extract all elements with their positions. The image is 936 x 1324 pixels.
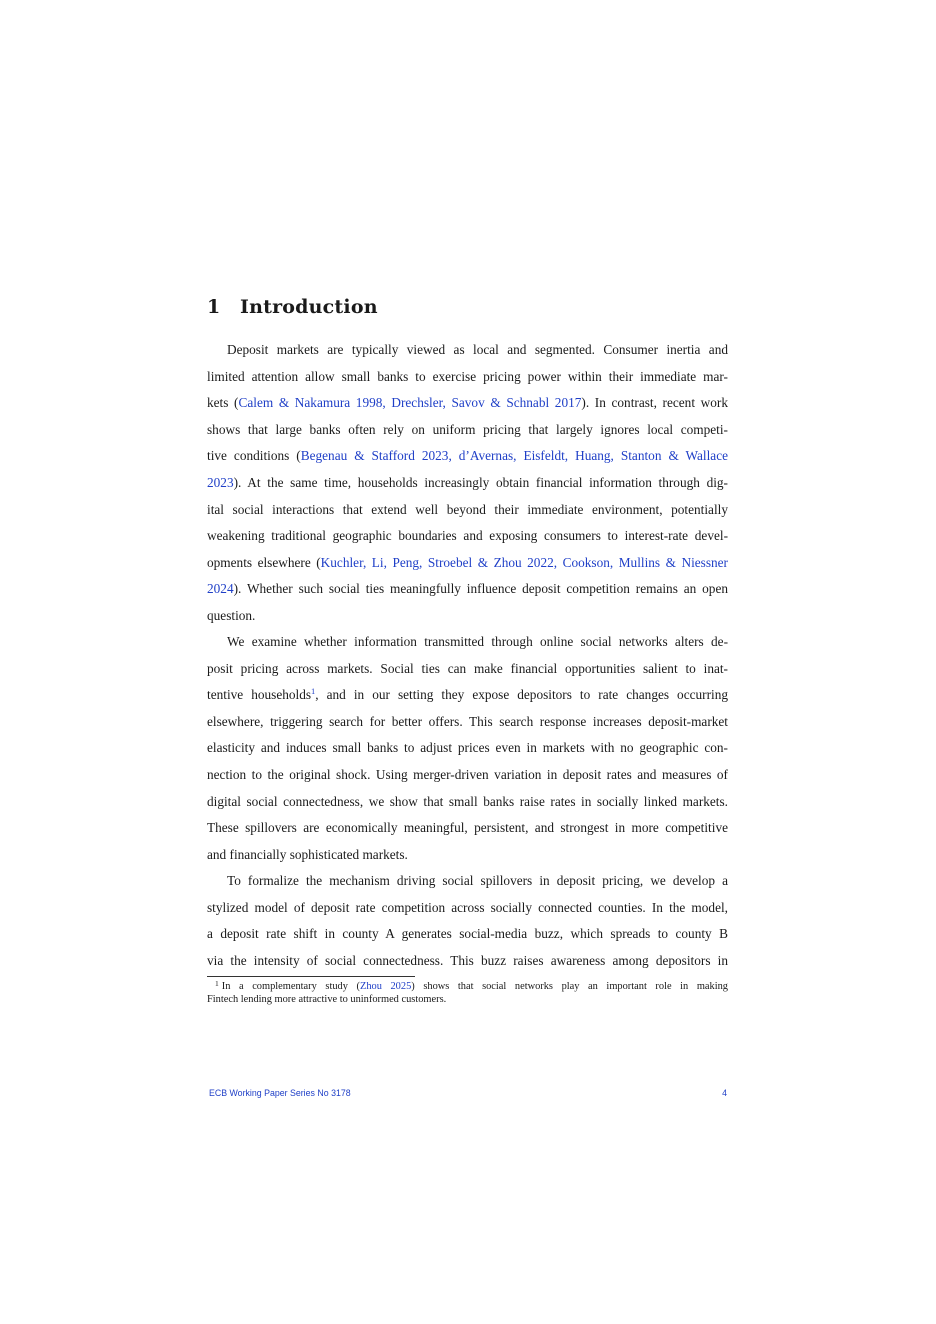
footnote-line: $^1$ In a complementary study (Zhou 2025) shows that social networks play an important role in making xyxy=(215,979,728,992)
footnote-line: Fintech lending more attractive to uninformed customers. xyxy=(207,994,447,1005)
section-number: 1 xyxy=(207,296,221,318)
paragraph-3 xyxy=(207,868,728,974)
citation-link[interactable]: Zhou 2025 xyxy=(359,981,412,992)
text-line: We examine whether information transmitted through online social networks alters de- xyxy=(227,634,728,649)
footnote-reference[interactable]: 1 xyxy=(311,686,316,697)
text-line: Deposit markets are typically viewed as local and segmented. Consumer inertia and xyxy=(227,342,728,357)
text-line: tive conditions (Begenau & Stafford 2023, d’Avernas, Eisfeldt, Huang, Stanton & Wallace xyxy=(207,448,729,464)
paragraph-2 xyxy=(207,629,728,868)
citation-link[interactable]: 2023 xyxy=(207,474,234,490)
citation-link[interactable]: Begenau & Stafford 2023 xyxy=(300,448,449,464)
text-line: posit pricing across markets. Social ties can make financial opportunities salient to inat- xyxy=(207,660,728,676)
text-line: question. xyxy=(207,607,256,623)
footnote-marker: 1 xyxy=(215,979,219,988)
citation-link[interactable]: Drechsler, Savov & Schnabl 2017 xyxy=(391,395,582,411)
footnote xyxy=(207,980,728,1006)
citation-link[interactable]: 2024 xyxy=(207,581,234,597)
text-line: 2023). At the same time, households increasingly obtain financial information through dig- xyxy=(207,474,728,490)
text-line: weakening traditional geographic boundaries and exposing consumers to interest-rate devel- xyxy=(207,528,728,544)
page-number[interactable]: 4 xyxy=(722,1088,727,1098)
text-line: elasticity and induces small banks to adjust prices even in markets with no geographic con- xyxy=(207,740,728,756)
text-line: These spillovers are economically meaningful, persistent, and strongest in more competitive xyxy=(207,820,728,836)
citation-link[interactable]: Kuchler, Li, Peng, Stroebel & Zhou 2022 xyxy=(320,554,554,570)
text-line: a deposit rate shift in county A generates social-media buzz, which spreads to county B xyxy=(207,926,728,942)
text-line: via the intensity of social connectedness. This buzz raises awareness among depositors in xyxy=(207,952,728,968)
text-line: opments elsewhere (Kuchler, Li, Peng, Stroebel & Zhou 2022, Cookson, Mullins & Niessner xyxy=(207,554,728,570)
text-line: shows that large banks often rely on uniform pricing that largely ignores local competi- xyxy=(207,421,728,437)
text-line: limited attention allow small banks to exercise pricing power within their immediate mar- xyxy=(207,368,728,384)
citation-link[interactable]: Cookson, Mullins & Niessner xyxy=(562,554,728,570)
text-line: To formalize the mechanism driving social spillovers in deposit pricing, we develop a xyxy=(227,873,728,888)
footer-series-link[interactable]: ECB Working Paper Series No 3178 xyxy=(209,1088,351,1098)
text-line: nection to the original shock. Using merger-driven variation in deposit rates and measures of xyxy=(207,766,728,782)
text-line: tentive households$^1$, and in our setting they expose depositors to rate changes occurring xyxy=(207,686,729,703)
text-line: 2024). Whether such social ties meaningfully influence deposit competition remains an open xyxy=(207,581,728,597)
section-title: Introduction xyxy=(240,296,378,318)
text-line: kets (Calem & Nakamura 1998, Drechsler, Savov & Schnabl 2017). In contrast, recent work xyxy=(207,395,728,411)
text-line: ital social interactions that extend well beyond their immediate environment, potentially xyxy=(207,501,728,517)
text-line: elsewhere, triggering search for better offers. This search response increases deposit-market xyxy=(207,713,728,729)
text-line: and financially sophisticated markets. xyxy=(207,846,408,862)
citation-link[interactable]: Calem & Nakamura 1998 xyxy=(238,395,383,411)
footnote-divider xyxy=(207,976,415,977)
paragraph-1 xyxy=(207,337,728,630)
citation-link[interactable]: d’Avernas, Eisfeldt, Huang, Stanton & Wallace xyxy=(458,448,729,464)
text-line: digital social connectedness, we show that small banks raise rates in socially linked markets. xyxy=(207,793,728,809)
section-heading xyxy=(207,296,378,318)
text-line: stylized model of deposit rate competition across socially connected counties. In the model, xyxy=(207,899,728,915)
